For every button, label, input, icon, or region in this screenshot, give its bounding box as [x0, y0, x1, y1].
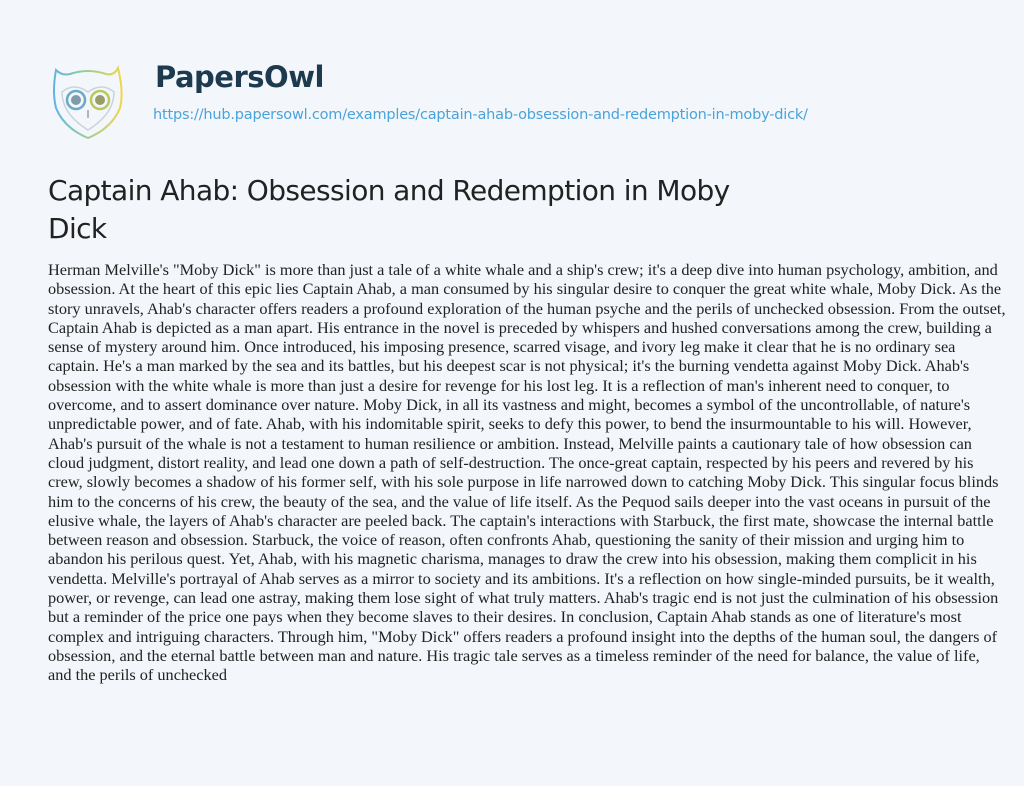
owl-logo-icon: [48, 62, 128, 142]
page-title: Captain Ahab: Obsession and Redemption in Moby Dick: [48, 174, 730, 245]
brand-name: PapersOwl: [155, 60, 324, 94]
article-body: Herman Melville's "Moby Dick" is more than just a tale of a white whale and a ship's crew; it's a deep dive into human psychology, ambition, and obsession. At the heart of this epic lies Captain Ahab, a man consumed by his singular desire to conquer the great white whale, Moby Dick. As the story unravels, Ahab's character offers readers a profound exploration of the human psyche and the perils of unchecked obsession. From the outset, Captain Ahab is depicted as a man apart. His entrance in the novel is preceded by whispers and hushed conversations among the crew, building a sense of mystery around him. Once introduced, his imposing presence, scarred visage, and ivory leg make it clear that he is no ordinary sea captain. He's a man marked by the sea and its battles, but his deepest scar is not physical; it's the burning vendetta against Moby Dick. Ahab's obsession with the white whale is more than just a desire for revenge for his lost leg. It is a reflection of man's inherent need to conquer, to overcome, and to assert dominance over nature. Moby Dick, in all its vastness and might, becomes a symbol of the uncontrollable, of nature's unpredictable power, and of fate. Ahab, with his indomitable spirit, seeks to defy this power, to bend the insurmountable to his will. However, Ahab's pursuit of the whale is not a testament to human resilience or ambition. Instead, Melville paints a cautionary tale of how obsession can cloud judgment, distort reality, and lead one down a path of self-destruction. The once-great captain, respected by his peers and revered by his crew, slowly becomes a shadow of his former self, with his sole purpose in life narrowed down to catching Moby Dick. This singular focus blinds him to the concerns of his crew, the beauty of the sea, and the value of life itself. As the Pequod sails deeper into the vast oceans in pursuit of the elusive whale, the layers of Ahab's character are peeled back. The captain's interactions with Starbuck, the first mate, showcase the internal battle between reason and obsession. Starbuck, the voice of reason, often confronts Ahab, questioning the sanity of their mission and urging him to abandon his perilous quest. Yet, Ahab, with his magnetic charisma, manages to draw the crew into his obsession, making them complicit in his vendetta. Melville's portrayal of Ahab serves as a mirror to society and its ambitions. It's a reflection on how single-minded pursuits, be it wealth, power, or revenge, can lead one astray, making them lose sight of what truly matters. Ahab's tragic end is not just the culmination of his obsession but a reminder of the price one pays when they become slaves to their desires. In conclusion, Captain Ahab stands as one of literature's most complex and intriguing characters. Through him, "Moby Dick" offers readers a profound insight into the depths of the human soul, the dangers of obsession, and the eternal battle between man and nature. His tragic tale serves as a timeless reminder of the need for balance, the value of life, and the perils of unchecked: [48, 260, 1006, 685]
source-url-link[interactable]: https://hub.papersowl.com/examples/captain-ahab-obsession-and-redemption-in-moby-dick/: [153, 107, 808, 123]
